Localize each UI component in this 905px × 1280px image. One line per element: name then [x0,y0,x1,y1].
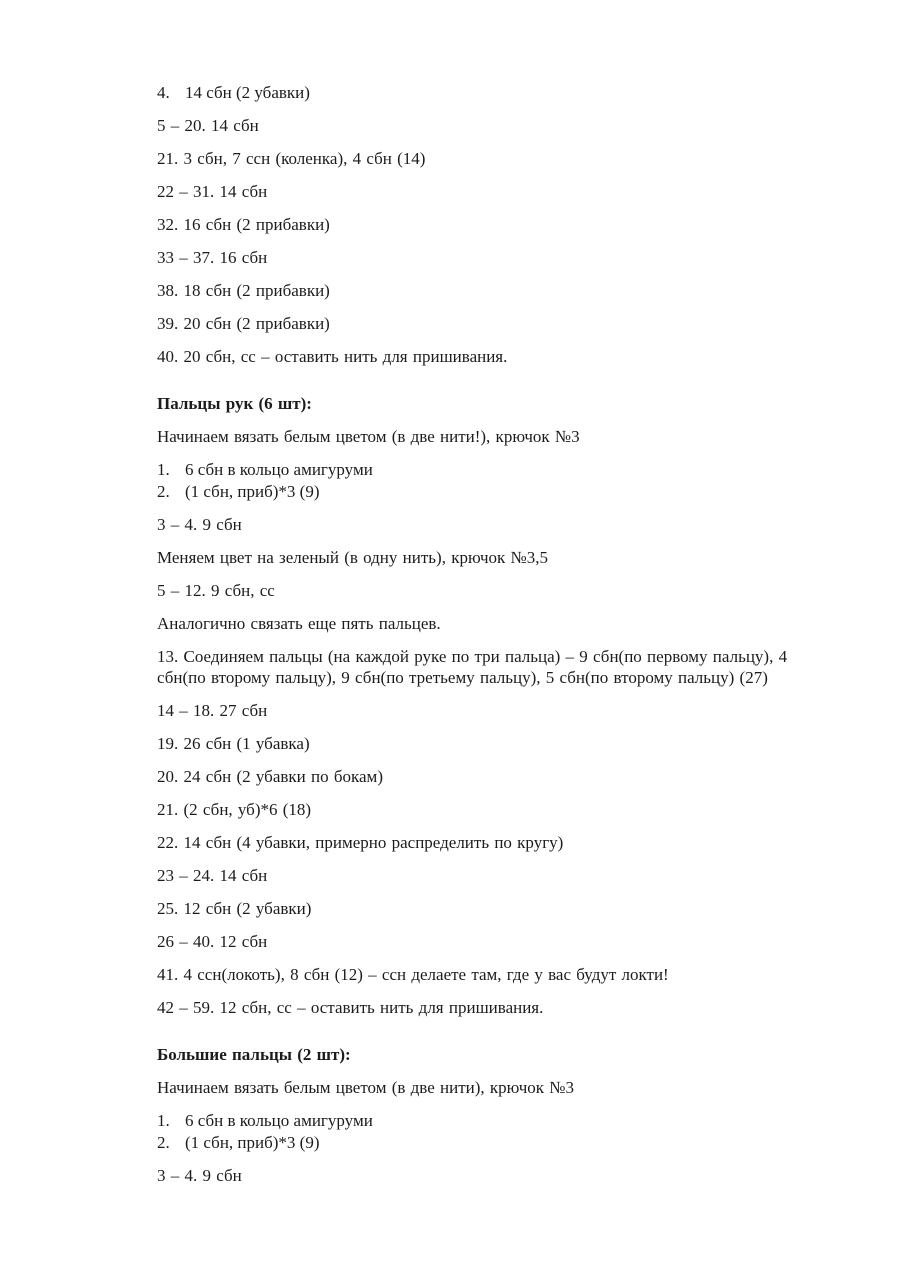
pattern-paragraph: 20. 24 сбн (2 убавки по бокам) [157,767,383,786]
list-item-text: 6 сбн в кольцо амигуруми [185,460,373,479]
pattern-paragraph: 19. 26 сбн (1 убавка) [157,734,310,753]
pattern-paragraph: 22. 14 сбн (4 убавки, примерно распределить по кругу) [157,833,564,852]
list-item [157,459,825,481]
list-item-number: 2. [157,482,170,501]
numbered-list [157,1110,825,1154]
list-item-text: 6 сбн в кольцо амигуруми [185,1111,373,1130]
list-item [157,82,825,104]
section-heading: Большие пальцы (2 шт): [157,1045,351,1064]
list-item-text: (1 сбн, приб)*3 (9) [185,482,320,501]
pattern-paragraph: 21. (2 сбн, уб)*6 (18) [157,800,312,819]
pattern-paragraph: 39. 20 сбн (2 прибавки) [157,314,330,333]
pattern-paragraph: 5 – 20. 14 сбн [157,116,259,135]
numbered-list [157,82,825,104]
list-item-number: 1. [157,1111,170,1130]
list-item [157,481,825,503]
pattern-paragraph: 5 – 12. 9 сбн, сс [157,581,275,600]
list-item [157,1110,825,1132]
pattern-paragraph: 3 – 4. 9 сбн [157,515,242,534]
pattern-paragraph: Аналогично связать еще пять пальцев. [157,614,441,633]
pattern-paragraph: 14 – 18. 27 сбн [157,701,268,720]
pattern-paragraph: 25. 12 сбн (2 убавки) [157,899,312,918]
pattern-paragraph: 13. Соединяем пальцы (на каждой руке по три пальца) – 9 сбн(по первому пальцу), 4 сбн(по второму пальцу), 9 сбн(по третьему пальцу), 5 сбн(по второму пальцу) (27) [157,647,788,687]
list-item-text: 14 сбн (2 убавки) [185,83,310,102]
pattern-paragraph: 38. 18 сбн (2 прибавки) [157,281,330,300]
numbered-list [157,459,825,503]
pattern-paragraph: 40. 20 сбн, сс – оставить нить для пришивания. [157,347,508,366]
pattern-paragraph: 32. 16 сбн (2 прибавки) [157,215,330,234]
pattern-paragraph: 42 – 59. 12 сбн, сс – оставить нить для пришивания. [157,998,544,1017]
pattern-paragraph: Меняем цвет на зеленый (в одну нить), крючок №3,5 [157,548,549,567]
pattern-paragraph: Начинаем вязать белым цветом (в две нити!), крючок №3 [157,427,580,446]
pattern-paragraph: 22 – 31. 14 сбн [157,182,268,201]
list-item-number: 2. [157,1133,170,1152]
pattern-paragraph: 33 – 37. 16 сбн [157,248,268,267]
list-item-text: (1 сбн, приб)*3 (9) [185,1133,320,1152]
list-item-number: 1. [157,460,170,479]
pattern-paragraph: Начинаем вязать белым цветом (в две нити), крючок №3 [157,1078,574,1097]
section-heading: Пальцы рук (6 шт): [157,394,312,413]
pattern-paragraph: 41. 4 ссн(локоть), 8 сбн (12) – ссн делаете там, где у вас будут локти! [157,965,669,984]
pattern-paragraph: 3 – 4. 9 сбн [157,1166,242,1185]
pattern-paragraph: 26 – 40. 12 сбн [157,932,268,951]
pattern-content [157,82,825,1198]
list-item-number: 4. [157,83,170,102]
list-item [157,1132,825,1154]
pattern-paragraph: 23 – 24. 14 сбн [157,866,268,885]
pattern-paragraph: 21. 3 сбн, 7 ссн (коленка), 4 сбн (14) [157,149,426,168]
